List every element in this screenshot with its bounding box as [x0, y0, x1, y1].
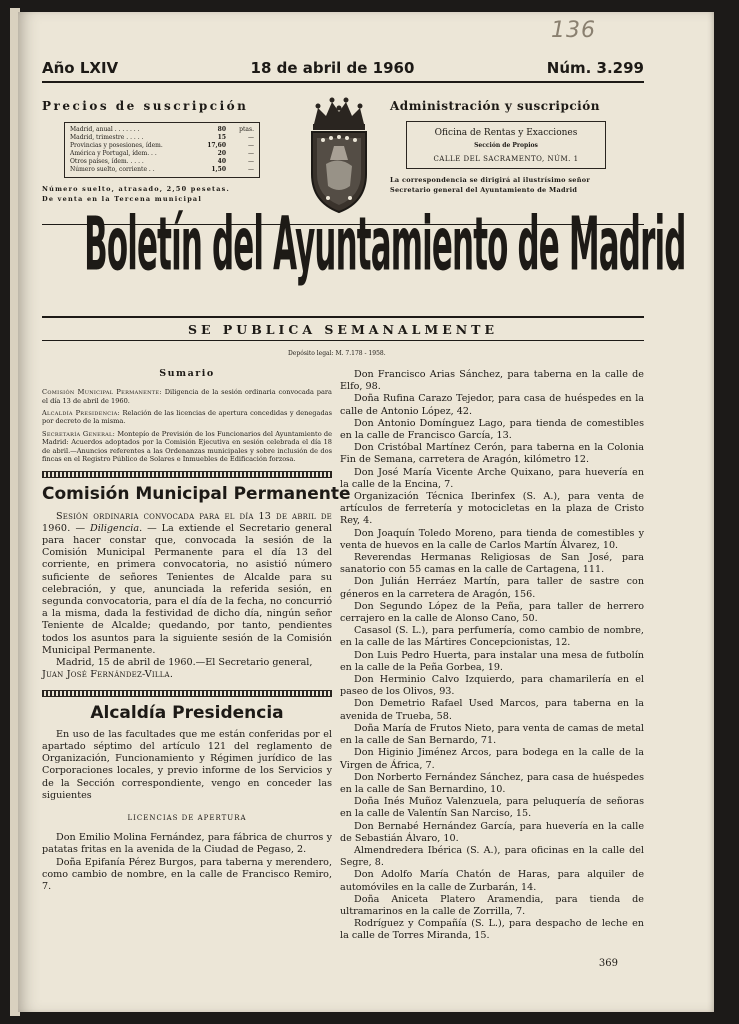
comision-signature [42, 657, 332, 669]
office-section: Sección de Propios [474, 142, 538, 149]
comision-paragraph: Sesión ordinaria convocada para el día 13 de abril de 1960. — Diligencia. — La extiende el Secretario general para hacer constar que, convocada la sesión de la Comisión Municipal Permanente para el día 13 del corriente, en primera convocatoria, no asistió número suficiente de señores Tenientes de Alcalde para su celebración, y que, anunciada la referida sesión, en segunda convocatoria, para el día de la fecha, no concurrió a la misma, dada la festividad de dicho día, ningún señor Teniente de Alcalde; quedando, por tanto, pendientes todos los asuntos para la siguiente sesión de la Comisión Municipal Permanente. [42, 510, 333, 656]
licencia-item: Doña Inés Muñoz Valenzuela, para peluquería de señoras en la calle de Valentín San Narciso, 15. [340, 796, 644, 820]
licencia-item: Doña María de Frutos Nieto, para venta de camas de metal en la calle de San Bernardo, 71. [340, 722, 644, 747]
licencias-list-left [42, 832, 332, 893]
licencia-item: Don Antonio Domínguez Lago, para tienda de comestibles en la calle de Francisco García, 13. [340, 417, 644, 442]
rate-unit: — [248, 142, 254, 149]
ornamental-divider [42, 471, 332, 478]
ornamental-divider [42, 690, 332, 697]
sumario-title: Sumario [159, 368, 215, 379]
comision-diligencia: Diligencia. [90, 522, 143, 534]
licencia-item: Doña Aniceta Platero Aramendia, para tienda de ultramarinos en la calle de Zorrilla, 7. [340, 893, 644, 917]
subscription-note-line: Número suelto, atrasado, 2,50 pesetas. [42, 185, 230, 193]
legal-deposit: Depósito legal: M. 7.178 - 1958. [288, 350, 386, 357]
header-rule [42, 81, 644, 83]
handwritten-page-number: 136 [551, 18, 596, 43]
subscription-title: Precios de suscripción [42, 99, 249, 113]
rate-label: Madrid, trimestre . . . . . [70, 134, 144, 141]
newspaper-page [18, 12, 714, 1012]
administration-title: Administración y suscripción [390, 99, 600, 113]
madrid-coat-of-arms-icon [304, 94, 374, 219]
issue-date: 18 de abril de 1960 [250, 59, 415, 77]
licencia-item: Don Norberto Fernández Sánchez, para casa de huéspedes en la calle de San Bernardino, 10. [340, 771, 644, 795]
licencia-item: Doña Epifanía Pérez Burgos, para taberna y merendero, como cambio de nombre, en la calle de Francisco Remiro, 7. [42, 856, 332, 892]
rate-row [70, 158, 254, 166]
licencia-item: Don Joaquín Toledo Moreno, para tienda de comestibles y venta de huevos en la calle de Carlos Martín Álvarez, 10. [340, 527, 644, 551]
rate-label: Otros países, ídem. . . . . [70, 158, 144, 165]
issue-line [42, 59, 644, 77]
licencia-item: Don Higinio Jiménez Arcos, para bodega en la calle de la Virgen de África, 7. [340, 747, 644, 771]
issue-number: Núm. 3.299 [546, 59, 644, 77]
licencia-item: Don Luis Pedro Huerta, para instalar una mesa de futbolín en la calle de la Peña Gorbea, 19. [340, 649, 644, 673]
sumario-item-text: Relación de las licencias de apertura concedidas y denegadas por decreto de la misma. [42, 409, 332, 426]
rate-price: 15 [217, 134, 226, 141]
office-box [406, 121, 606, 169]
comision-signer: Juan José Fernández-Villa. [42, 669, 174, 681]
licencia-item: Don Cristóbal Martínez Cerón, para taberna en la Colonia Fin de Semana, carretera de Aragón, kilómetro 12. [340, 442, 644, 466]
rate-row [70, 134, 254, 142]
comision-body: — La extiende el Secretario general para hacer constar que, convocada la sesión de la Comisión Municipal Permanente para el día 13 del corriente, en primera convocatoria, no asistió número suficiente de señores Tenientes de Alcalde para su celebración, y que, anunciada la referida sesión, en segunda convocatoria, para el día de la fecha, no concurrió a la misma, dada la festividad de dicho día, ningún señor Teniente de Alcalde; quedando, por tanto, pendientes todos los asuntos para la siguiente sesión de la Comisión Municipal Permanente. [42, 522, 333, 656]
sumario-item [42, 409, 332, 426]
rate-row [70, 150, 254, 158]
administration-note [390, 175, 640, 195]
rate-unit: ptas. [239, 126, 254, 133]
licencia-item: Organización Técnica Iberinfex (S. A.), para venta de artículos de ferretería y motocicletas en la plaza de Cristo Rey, 4. [340, 491, 644, 527]
rate-price: 1,50 [211, 166, 226, 173]
licencia-item: Don Demetrio Rafael Used Marcos, para taberna en la avenida de Trueba, 58. [340, 698, 644, 722]
rate-label: Provincias y posesiones, ídem. [70, 142, 163, 149]
licencia-item: Don Francisco Arias Sánchez, para taberna en la calle de Elfo, 98. [340, 369, 644, 393]
sumario-item-head: Secretaría General: [42, 429, 116, 438]
sumario-item [42, 388, 332, 405]
licencia-item: Don José María Vicente Arche Quixano, para huevería en la calle de la Encina, 7. [340, 466, 644, 490]
sumario-item [42, 430, 332, 464]
rate-row [70, 142, 254, 150]
masthead-bottom-rule [42, 316, 644, 318]
page-number: 369 [598, 958, 618, 969]
licencia-item: Don Segundo López de la Peña, para taller de herrero cerrajero en la calle de Alonso Cano, 50. [340, 600, 644, 625]
licencia-item: Don Emilio Molina Fernández, para fábrica de churros y patatas fritas en la avenida de la Ciudad de Pegaso, 2. [42, 832, 332, 856]
licencia-item: Don Bernabé Hernández García, para huevería en la calle de Sebastián Álvaro, 10. [340, 820, 644, 844]
office-street: CALLE DEL SACRAMENTO, NÚM. 1 [433, 155, 579, 163]
rate-price: 40 [217, 158, 226, 165]
licencia-item: Don Herminio Calvo Izquierdo, para chamarilería en el paseo de los Olivos, 93. [340, 674, 644, 698]
masthead-title: Boletín del Ayuntamiento de Madrid [84, 203, 686, 288]
licencia-item: Reverendas Hermanas Religiosas de San José, para sanatorio con 55 camas en la calle de Cartagena, 111. [340, 552, 644, 576]
left-column [42, 364, 351, 893]
rate-price: 20 [217, 150, 226, 157]
rate-unit: — [248, 134, 254, 141]
rate-price: 80 [217, 126, 226, 133]
licencias-title: LICENCIAS DE APERTURA [127, 813, 247, 822]
licencias-list-right [340, 369, 644, 943]
rate-price: 17,60 [207, 142, 226, 149]
subscription-note-line: De venta en la Tercena municipal [42, 195, 203, 203]
issue-year: Año LXIV [42, 59, 119, 77]
comision-title: Comisión Municipal Permanente [42, 484, 351, 505]
alcaldia-intro: En uso de las facultades que me están conferidas por el apartado séptimo del artículo 121 del reglamento de Organización, Funcionamiento y Régimen jurídico de las Corporaciones locales, y previo informe de los Servicios y de la Sección correspondiente, vengo en conceder las siguientes [42, 728, 332, 801]
comision-signer-line [42, 669, 332, 681]
administration-note-line: Secretario general del Ayuntamiento de Madrid [390, 186, 578, 194]
sumario-item-text: Diligencia de la sesión ordinaria convocada para el día 13 de abril de 1960. [42, 388, 332, 405]
licencia-item: Casasol (S. L.), para perfumería, como cambio de nombre, en la calle de las Mártires Concepcionistas, 12. [340, 625, 644, 649]
comision-lead: Sesión ordinaria convocada para el día 13 de abril de 1960. [42, 510, 332, 534]
comision-sign-line: Madrid, 15 de abril de 1960.—El Secretario general, [56, 657, 313, 669]
licencia-item: Doña Rufina Carazo Tejedor, para casa de huéspedes en la calle de Antonio López, 42. [340, 393, 644, 417]
licencia-item: Don Julián Herráez Martín, para taller de sastre con géneros en la carretera de Aragón, 156. [340, 576, 644, 600]
sumario-item-head: Comisión Municipal Permanente: [42, 388, 162, 397]
administration-block [390, 99, 640, 195]
office-name: Oficina de Rentas y Exacciones [434, 128, 578, 138]
rate-unit: — [248, 158, 254, 165]
rate-label: América y Portugal, ídem. . . [70, 150, 157, 157]
rate-unit: — [248, 150, 254, 157]
licencia-item: Almendredera Ibérica (S. A.), para oficinas en la calle del Segre, 8. [340, 844, 644, 869]
alcaldia-title: Alcaldía Presidencia [90, 702, 284, 723]
rate-label: Madrid, anual . . . . . . . [70, 126, 140, 133]
rate-table [64, 122, 260, 178]
rate-row [70, 166, 254, 174]
subtitle-rule [42, 340, 644, 341]
sumario-item-text: Montepío de Previsión de los Funcionarios del Ayuntamiento de Madrid: Acuerdos adoptados por la Comisión Ejecutiva en sesión celebrada el día 18 de abril.—Anuncios referentes a las Ordenanzas municipales y sobre inclusión de dos fincas en el Registro Público de Solares e Inmuebles de Edificación forzosa. [42, 429, 332, 464]
sumario-item-head: Alcaldía Presidencia: [42, 409, 121, 418]
subscription-block [42, 99, 278, 204]
rate-unit: — [248, 166, 254, 173]
administration-note-line: La correspondencia se dirigirá al ilustrísimo señor [390, 176, 591, 184]
licencia-item: Don Adolfo María Chatón de Haras, para alquiler de automóviles en la calle de Zurbarán, 14. [340, 869, 644, 893]
publication-frequency: SE PUBLICA SEMANALMENTE [187, 322, 499, 337]
rate-row [70, 126, 254, 134]
licencia-item: Rodríguez y Compañía (S. L.), para despacho de leche en la calle de Torres Miranda, 15. [340, 918, 644, 942]
rate-label: Número suelto, corriente . . [70, 166, 155, 173]
